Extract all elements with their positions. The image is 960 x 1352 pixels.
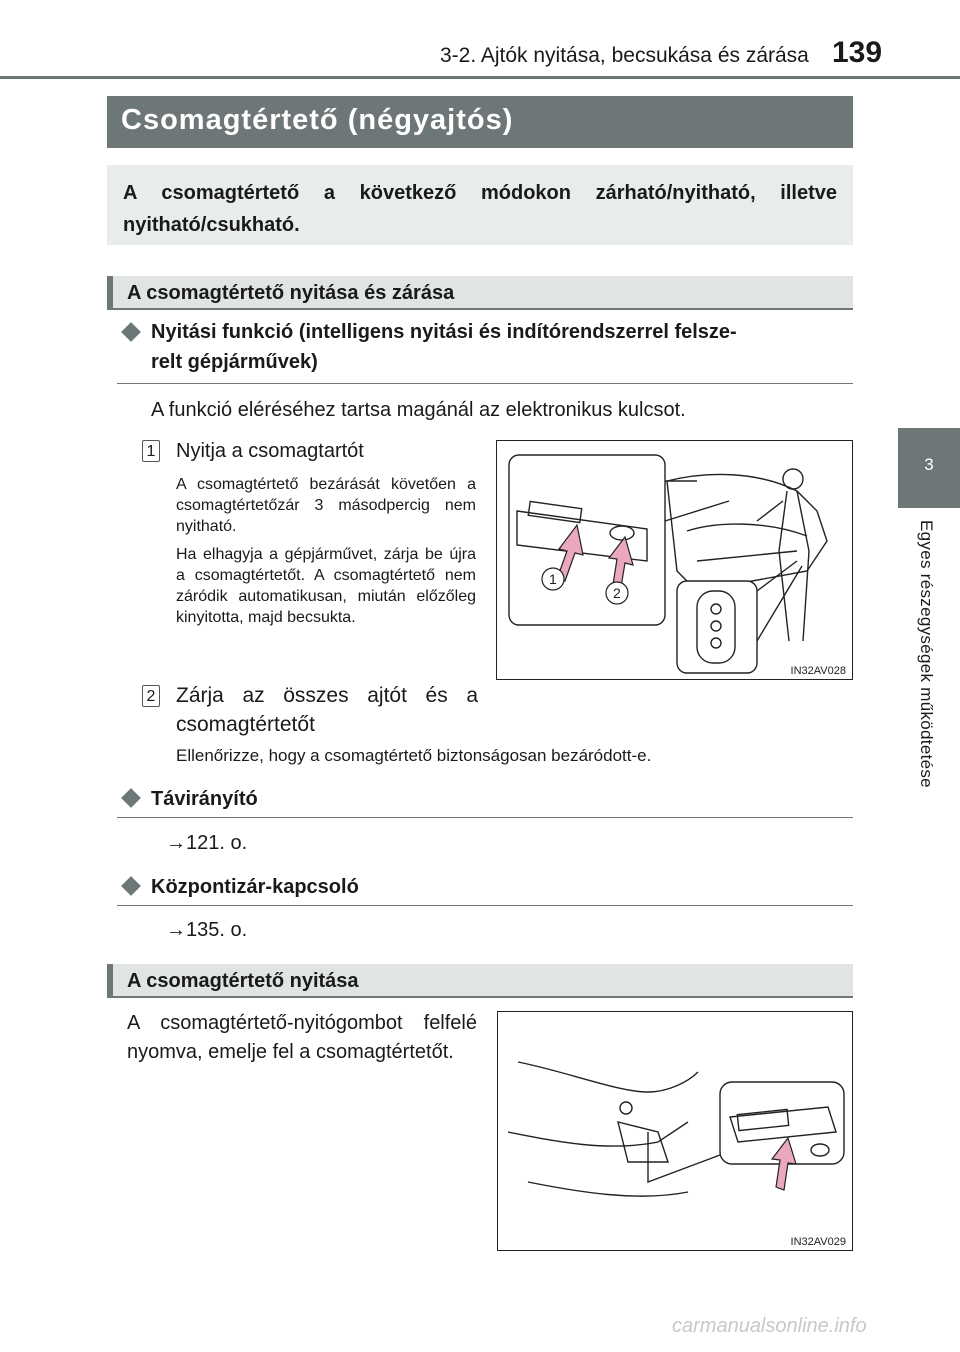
step-1-note-1: A csomagtértető bezárását követően a csomagtértetőzár 3 másodpercig nem nyitható. — [176, 476, 476, 535]
callout-1: 1 — [549, 571, 557, 587]
header-rule — [0, 76, 960, 79]
chapter-number: 3 — [924, 455, 934, 474]
tail-note: Ellenőrizze, hogy a csomagtértető biztonságosan bezáródott-e. — [176, 746, 652, 765]
section-heading-open-close: A csomagtértető nyitása és zárása — [107, 276, 853, 310]
lead-text: A funkció eléréséhez tartsa magánál az elektronikus kulcsot. — [151, 399, 686, 421]
section-heading-open: A csomagtértető nyitása — [107, 964, 853, 998]
figure-code: IN32AV028 — [790, 665, 846, 677]
subsection-title-central-lock: Központizár-kapcsoló — [151, 876, 359, 898]
step-number-2: 2 — [142, 685, 160, 707]
diamond-bullet-icon — [121, 876, 141, 896]
chapter-tab[interactable] — [898, 428, 960, 508]
subsection-rule — [117, 817, 853, 818]
step-1-note-2: Ha elhagyja a gépjárművet, zárja be újra a csomagtértetőt. A csomagtértető nem záródik automatikusan, miután előzőleg kinyitotta, majd becsukta. — [176, 546, 476, 626]
callout-2: 2 — [613, 585, 621, 601]
step-number-1: 1 — [142, 440, 160, 462]
intro-box — [107, 165, 853, 245]
subsection-rule — [117, 905, 853, 906]
chapter-label: Egyes részegységek működtetése — [917, 520, 936, 788]
step-2-text: Zárja az összes ajtót és a csomagtértetőt — [176, 684, 478, 736]
trunk-rear-illustration — [498, 1012, 852, 1250]
figure-trunk-open-buttons — [496, 440, 853, 680]
running-header-section: 3-2. Ajtók nyitása, becsukása és zárása — [440, 44, 809, 67]
diamond-bullet-icon — [121, 788, 141, 808]
watermark: carmanualsonline.info — [672, 1315, 867, 1337]
subsection-title-remote: Távirányító — [151, 788, 258, 810]
figure-code: IN32AV029 — [790, 1236, 846, 1248]
figure-trunk-opener-button — [497, 1011, 853, 1251]
reference-link-135[interactable]: →135. o. — [166, 919, 248, 941]
reference-link-121[interactable]: →121. o. — [166, 832, 248, 854]
subsection-rule — [117, 383, 853, 384]
trunk-illustration — [497, 441, 852, 679]
step-1-text: Nyitja a csomagtartót — [176, 440, 364, 462]
diamond-bullet-icon — [121, 322, 141, 342]
page-title: Csomagtértető (négyajtós) — [107, 96, 853, 148]
open-instruction-text: A csomagtértető-nyitógombot felfelé nyomva, emelje fel a csomagtértetőt. — [127, 1012, 477, 1063]
intro-text: A csomagtértető a következő módokon zárható/nyitható, illetve nyitható/csukható. — [123, 182, 837, 236]
page-number: 139 — [832, 36, 883, 69]
subsection-title-smart-open: Nyitási funkció (intelligens nyitási és indítórendszerrel felsze- relt gépjárművek) — [151, 321, 737, 373]
